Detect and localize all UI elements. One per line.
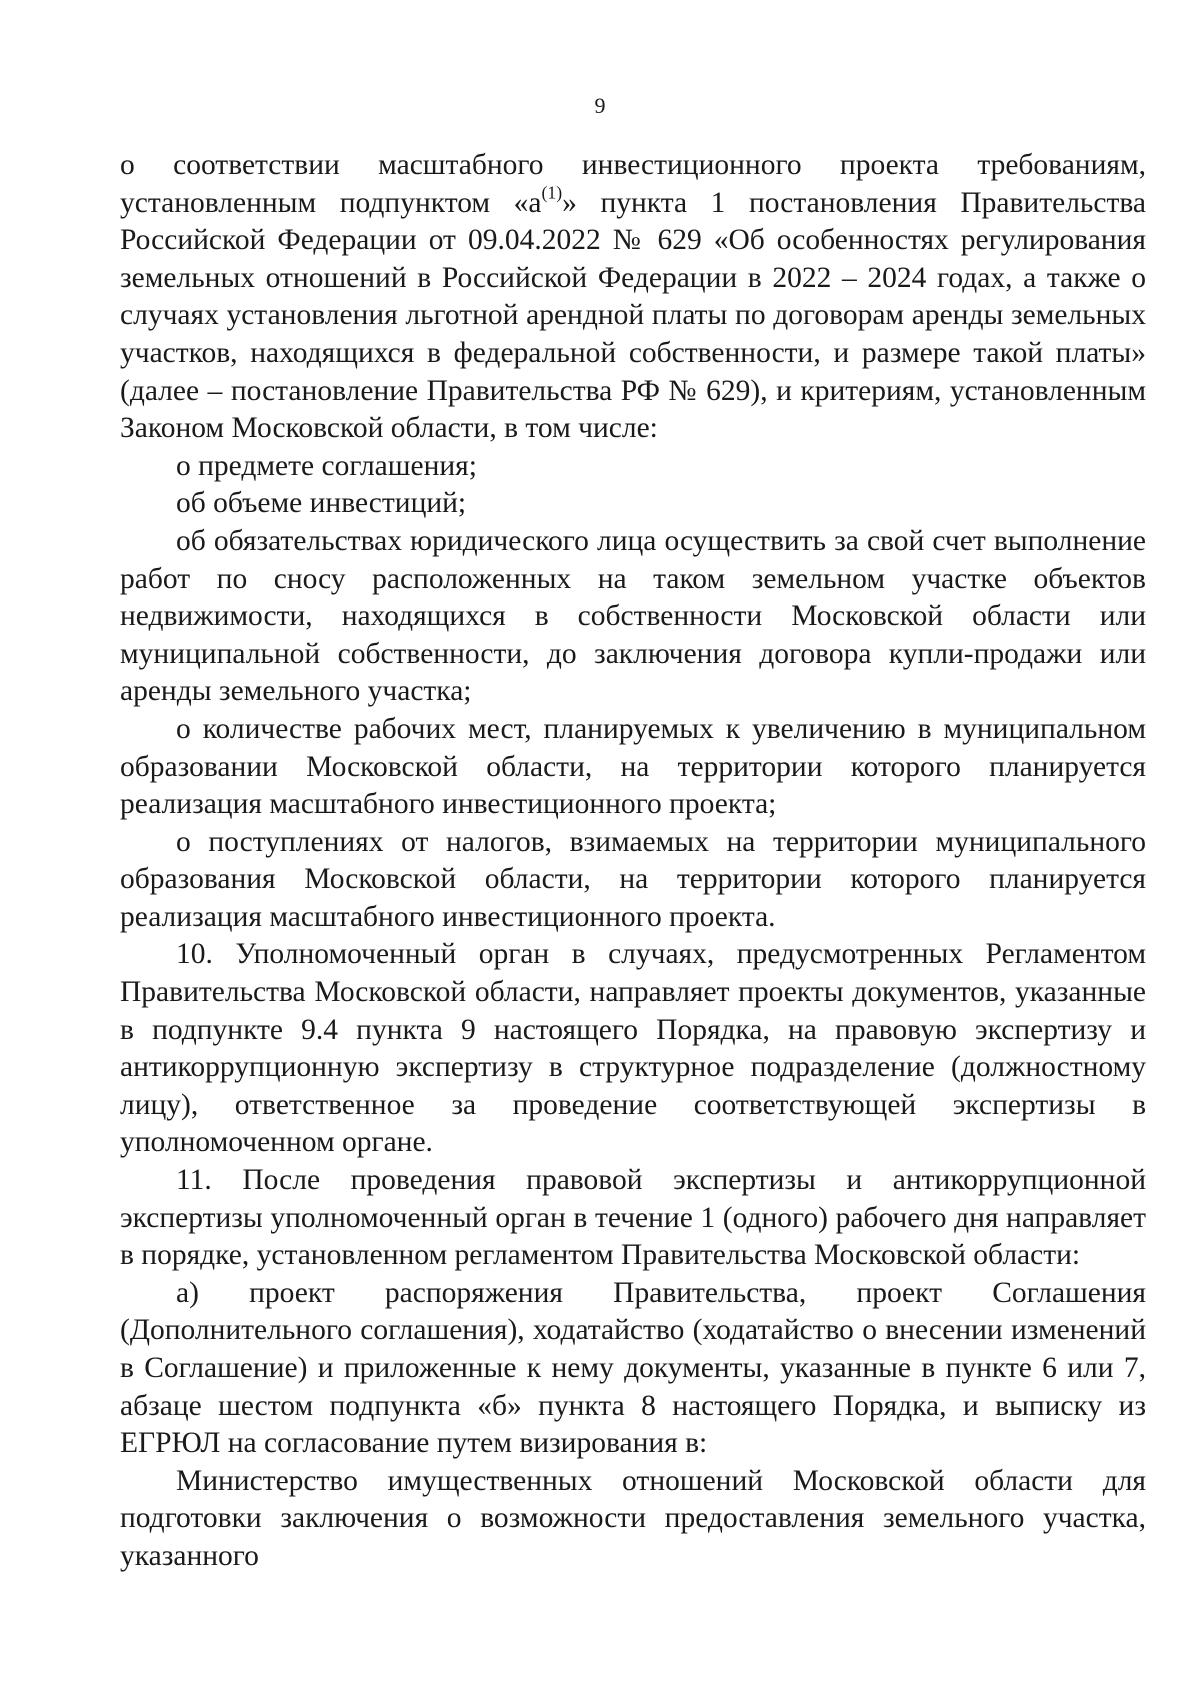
document-body: [120, 147, 1146, 1576]
paragraph-ministry: Министерство имущественных отношений Московской области для подготовки заключения о возможности предоставления земельного участка, указанного: [120, 1464, 1146, 1572]
list-item-demolition-obligations: об обязательствах юридического лица осуществить за свой счет выполнение работ по сносу расположенных на таком земельном участке объектов недвижимости, находящихся в собственности Московской области или муниципальной собственности, до заключения договора купли-продажи или аренды земельного участка;: [120, 524, 1146, 708]
clause-10: 10. Уполномоченный орган в случаях, предусмотренных Регламентом Правительства Московской области, направляет проекты документов, указанные в подпункте 9.4 пункта 9 настоящего Порядка, на правовую экспертизу и антикоррупционную экспертизу в структурное подразделение (должностному лицу), ответственное за проведение соответствующей экспертизы в уполномоченном органе.: [120, 938, 1146, 1159]
clause-11: 11. После проведения правовой экспертизы и антикоррупционной экспертизы уполномоченный орган в течение 1 (одного) рабочего дня направляет в порядке, установленном регламентом Правительства Московской области:: [120, 1164, 1146, 1272]
paragraph-text-part: о соответствии масштабного инвестиционного проекта требованиям, установленным подпунктом «а: [120, 149, 1146, 219]
list-item-tax-revenue: о поступлениях от налогов, взимаемых на территории муниципального образования Московской области, на территории которого планируется реализация масштабного инвестиционного проекта.: [120, 825, 1146, 933]
paragraph-project-compliance: [120, 147, 1146, 448]
clause-11-subitem-a: а) проект распоряжения Правительства, проект Соглашения (Дополнительного соглашения), ходатайство (ходатайство о внесении изменений в Соглашение) и приложенные к нему документы, указанные в пункте 6 или 7, абзаце шестом подпункта «б» пункта 8 настоящего Порядка, и выписку из ЕГРЮЛ на согласование путем визирования в:: [120, 1276, 1146, 1460]
list-item-agreement-subject: о предмете соглашения;: [176, 449, 477, 482]
page-number: 9: [594, 93, 606, 118]
superscript-marker: (1): [541, 182, 563, 203]
list-item-jobs: о количестве рабочих мест, планируемых к увеличению в муниципальном образовании Московской области, на территории которого планируется реализация масштабного инвестиционного проекта;: [120, 712, 1146, 821]
list-item-investment-volume: об объеме инвестиций;: [176, 487, 467, 520]
paragraph-text-part: » пункта 1 постановления Правительства Российской Федерации от 09.04.2022 № 629 «Об особенностях регулирования земельных отношений в Российской Федерации в 2022 – 2024 годах, а также о случаях установления льготной арендной платы по договорам аренды земельных участков, находящихся в федеральной собственности, и размере такой платы» (далее – постановление Правительства РФ № 629), и критериям, установленным Законом Московской области, в том числе:: [120, 186, 1146, 445]
